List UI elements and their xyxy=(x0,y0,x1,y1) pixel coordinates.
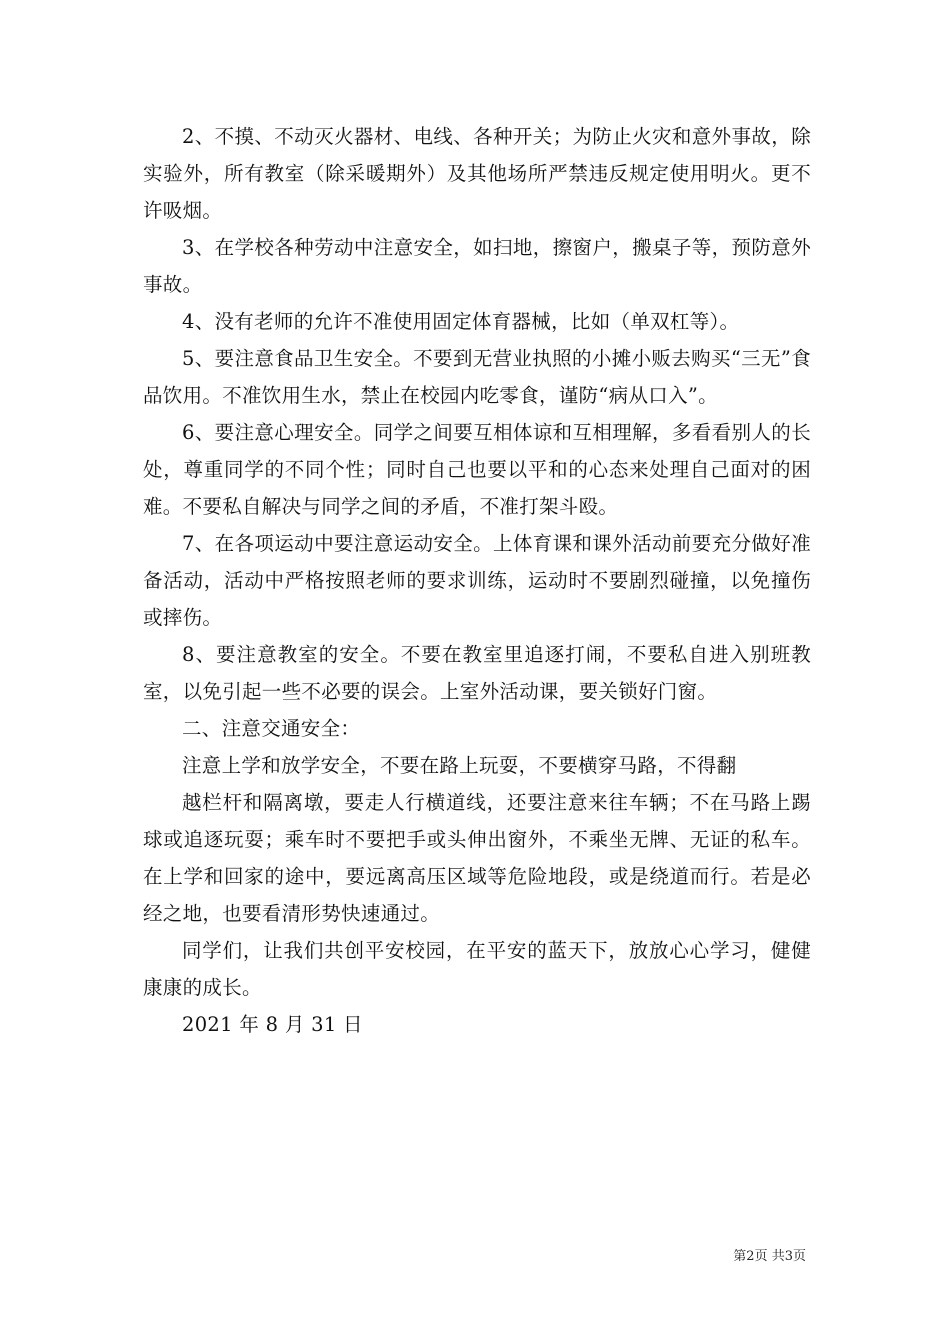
footer-prefix: 第 xyxy=(733,1249,747,1264)
paragraph-mental-safety: 6、要注意心理安全。同学之间要互相体谅和互相理解，多看看别人的长处，尊重同学的不同个性；同时自己也要以平和的心态来处理自己面对的困难。不要私自解决与同学之间的矛盾，不准打架斗殴。 xyxy=(143,421,811,518)
paragraph-classroom-safety: 8、要注意教室的安全。不要在教室里追逐打闹，不要私自进入别班教室，以免引起一些不必要的误会。上室外活动课，要关锁好门窗。 xyxy=(143,643,811,703)
paragraph-food-safety: 5、要注意食品卫生安全。不要到无营业执照的小摊小贩去购买“三无”食品饮用。不准饮用生水，禁止在校园内吃零食，谨防“病从口入”。 xyxy=(143,347,811,407)
footer-current-page: 2 xyxy=(746,1249,755,1264)
document-body xyxy=(143,118,811,1043)
footer-total-pages: 3 xyxy=(784,1249,793,1264)
paragraph-traffic-intro: 注意上学和放学安全，不要在路上玩耍，不要横穿马路，不得翻 xyxy=(182,754,737,777)
paragraph-labor-safety: 3、在学校各种劳动中注意安全，如扫地，擦窗户，搬桌子等，预防意外事故。 xyxy=(143,236,811,296)
page-footer xyxy=(733,1249,806,1265)
footer-suffix: 页 xyxy=(792,1249,806,1264)
section-heading-traffic-safety: 二、注意交通安全： xyxy=(182,717,361,740)
paragraph-fire-safety: 2、不摸、不动灭火器材、电线、各种开关；为防止火灾和意外事故，除实验外，所有教室（除采暖期外）及其他场所严禁违反规定使用明火。更不许吸烟。 xyxy=(143,125,811,222)
document-date: 2021 年 8 月 31 日 xyxy=(182,1013,363,1036)
footer-middle: 页 共 xyxy=(754,1249,785,1264)
paragraph-closing: 同学们，让我们共创平安校园，在平安的蓝天下，放放心心学习，健健康康的成长。 xyxy=(143,939,811,999)
paragraph-sports-safety: 7、在各项运动中要注意运动安全。上体育课和课外活动前要充分做好准备活动，活动中严格按照老师的要求训练，运动时不要剧烈碰撞，以免撞伤或摔伤。 xyxy=(143,532,811,629)
paragraph-traffic-details: 越栏杆和隔离墩，要走人行横道线，还要注意来往车辆；不在马路上踢球或追逐玩耍；乘车时不要把手或头伸出窗外，不乘坐无牌、无证的私车。在上学和回家的途中，要远离高压区域等危险地段，或是绕道而行。若是必经之地，也要看清形势快速通过。 xyxy=(143,791,811,925)
paragraph-sports-equipment: 4、没有老师的允许不准使用固定体育器械，比如（单双杠等）。 xyxy=(182,310,740,333)
